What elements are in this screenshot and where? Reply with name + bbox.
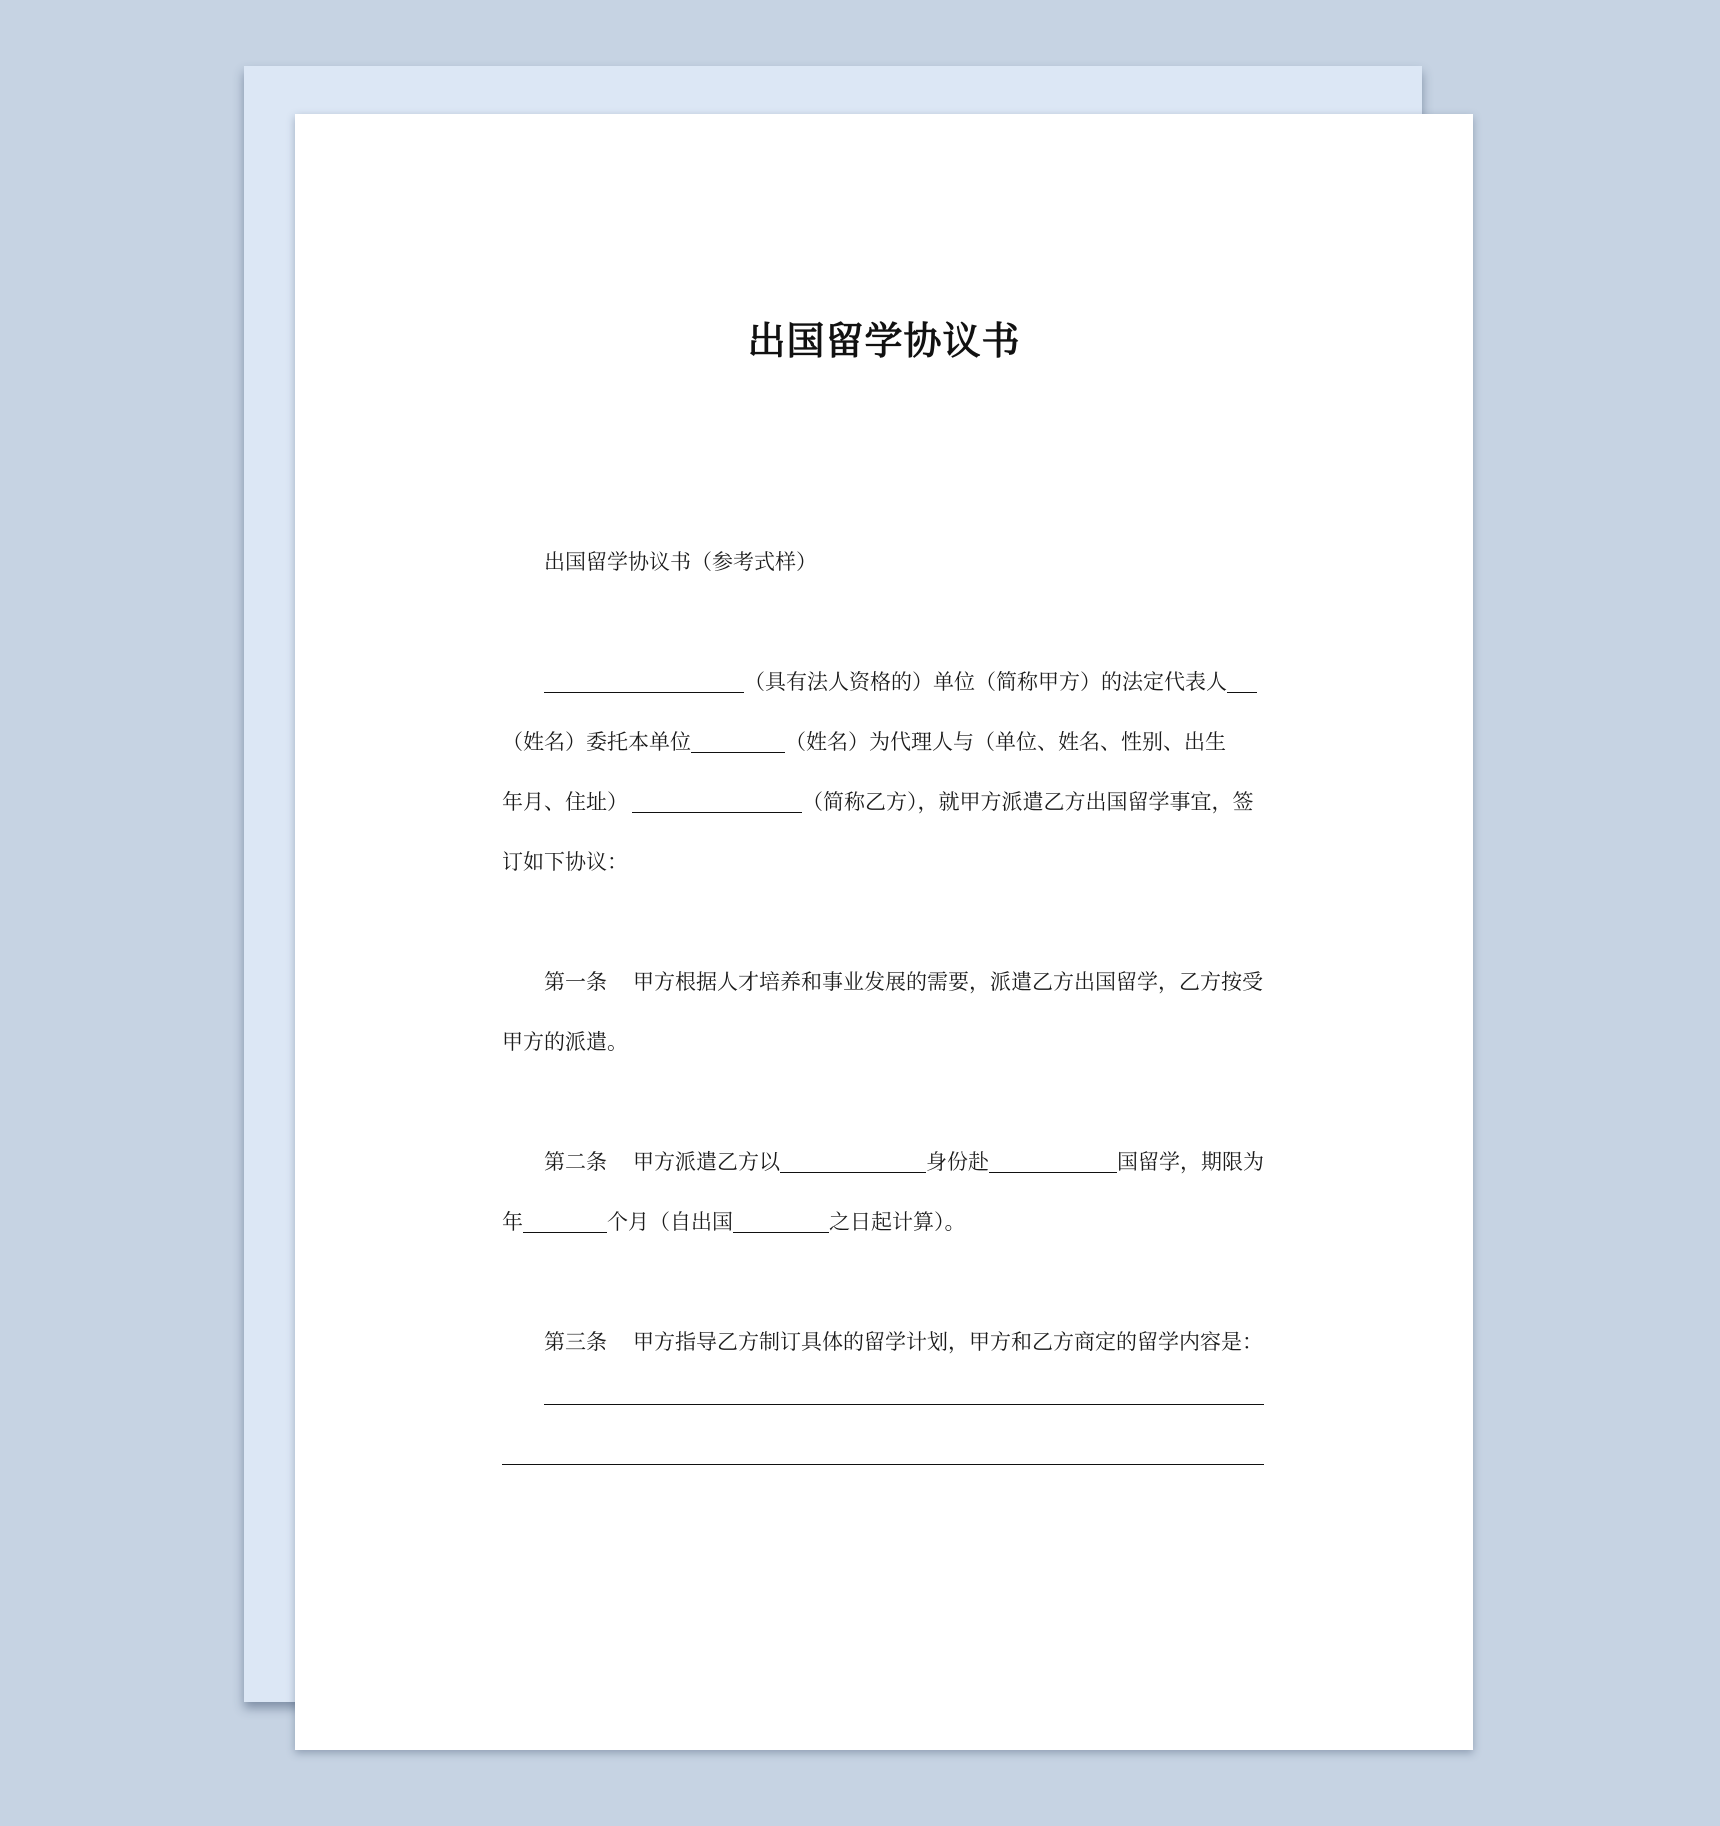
article-2-text-2c: 之日起计算）。: [829, 1210, 966, 1234]
article-2-text-1a: 甲方派遣乙方以: [633, 1150, 780, 1174]
preamble-text-2a: （姓名）委托本单位: [502, 730, 691, 754]
blank-agent-unit[interactable]: [691, 726, 785, 753]
article-1-label: 第一条: [544, 970, 607, 994]
blank-legal-rep[interactable]: [1227, 666, 1257, 693]
blank-departure-date[interactable]: [733, 1206, 829, 1233]
article-2-text-2b: 个月（自出国: [607, 1210, 733, 1234]
preamble-text-3a: 年月、住址）: [502, 790, 628, 814]
preamble-line-1: [502, 652, 1264, 712]
article-1-line-2: 甲方的派遣。: [502, 1030, 628, 1054]
document-subtitle-block: [502, 532, 1264, 592]
blank-study-content-2[interactable]: [502, 1424, 1264, 1465]
blank-unit-name[interactable]: [544, 666, 744, 693]
article-2-text-1b: 身份赴: [926, 1150, 989, 1174]
article-1-text-1: 甲方根据人才培养和事业发展的需要，派遣乙方出国留学，乙方按受: [633, 970, 1263, 994]
article-3: [502, 1312, 1264, 1372]
article-2-text-2a: 年: [502, 1210, 523, 1234]
article-1: [502, 952, 1264, 1072]
preamble-line-4: 订如下协议：: [502, 850, 628, 874]
blank-party-b-info[interactable]: [632, 786, 802, 813]
document-page: [295, 114, 1473, 1750]
preamble-text-1: （具有法人资格的）单位（简称甲方）的法定代表人: [744, 670, 1227, 694]
article-3-label: 第三条: [544, 1330, 607, 1354]
blank-study-content-1[interactable]: [544, 1364, 1264, 1405]
article-2: [502, 1132, 1264, 1252]
blank-country[interactable]: [989, 1146, 1117, 1173]
preamble-text-2b: （姓名）为代理人与（单位、姓名、性别、出生: [785, 730, 1226, 754]
blank-identity[interactable]: [780, 1146, 926, 1173]
article-2-line-1: [502, 1132, 1264, 1192]
preamble-line-2: [502, 712, 1264, 772]
blank-months[interactable]: [523, 1206, 607, 1233]
article-2-line-2: [502, 1192, 1264, 1252]
article-2-label: 第二条: [544, 1150, 607, 1174]
article-3-line-1: [502, 1312, 1264, 1372]
document-title: 出国留学协议书: [747, 319, 1021, 363]
preamble-text-3b: （简称乙方），就甲方派遣乙方出国留学事宜，签: [802, 790, 1254, 814]
article-2-text-1c: 国留学，期限为: [1117, 1150, 1264, 1174]
article-3-text-1: 甲方指导乙方制订具体的留学计划，甲方和乙方商定的留学内容是：: [633, 1330, 1263, 1354]
document-subtitle: 出国留学协议书（参考式样）: [544, 550, 817, 574]
preamble-line-3: [502, 772, 1264, 832]
article-1-line-1: [502, 952, 1264, 1012]
preamble-paragraph: [502, 652, 1264, 892]
